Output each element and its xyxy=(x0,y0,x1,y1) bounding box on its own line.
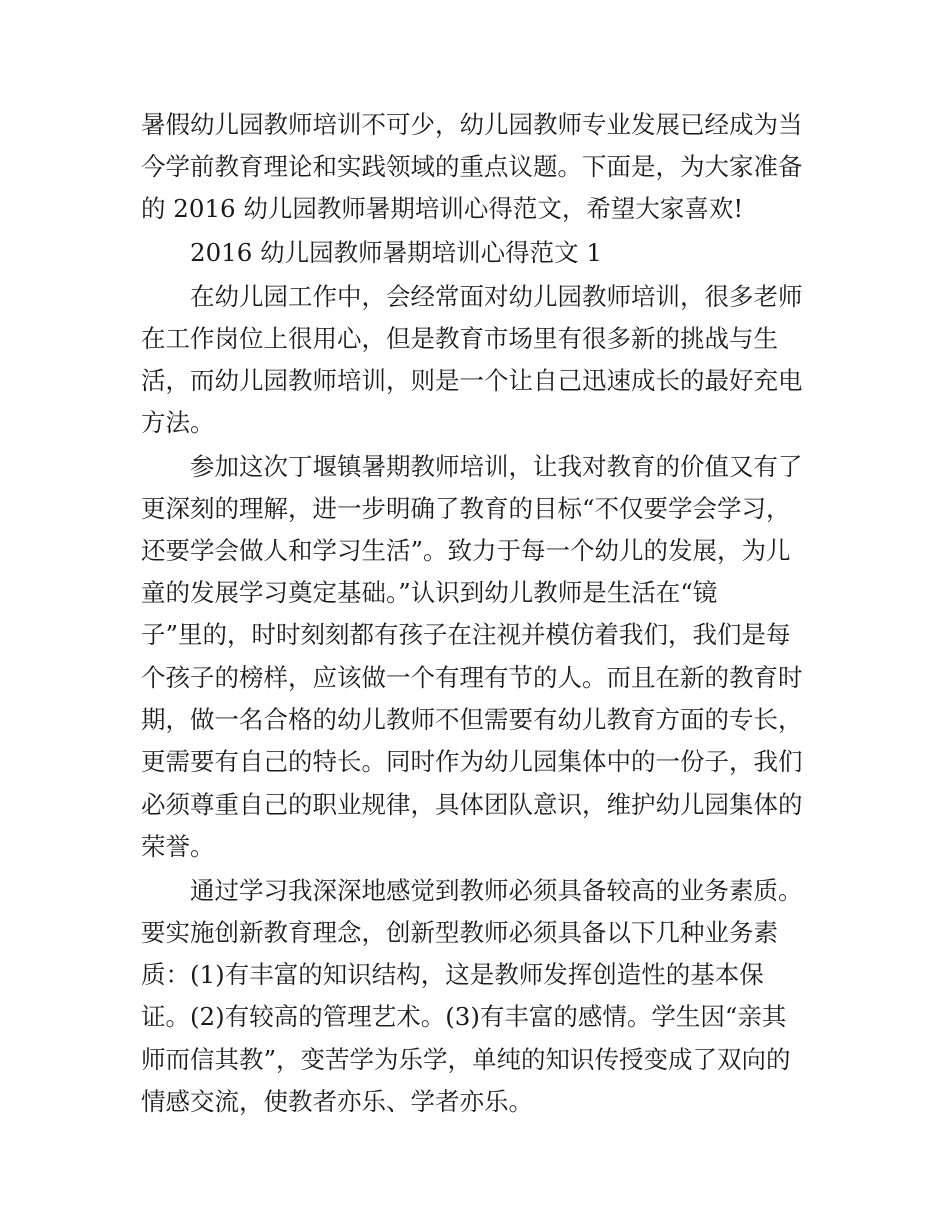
text-line: 通过学习我深深地感觉到教师必须具备较高的业务素质。 xyxy=(190,876,803,905)
text-line: 子”里的，时时刻刻都有孩子在注视并模仿着我们，我们是每 xyxy=(141,620,791,649)
text-line: 更需要有自己的特长。同时作为幼儿园集体中的一份子，我们 xyxy=(141,747,803,776)
text-line: 师而信其教”，变苦学为乐学，单纯的知识传授变成了双向的 xyxy=(141,1045,791,1074)
text-line: 证。(2)有较高的管理艺术。(3)有丰富的感情。学生因“亲其 xyxy=(141,1002,787,1031)
text-line: 情感交流，使教者亦乐、学者亦乐。 xyxy=(141,1087,533,1116)
text-line: 暑假幼儿园教师培训不可少，幼儿园教师专业发展已经成为当 xyxy=(141,110,803,139)
text-line: 方法。 xyxy=(141,408,215,437)
text-line: 还要学会做人和学习生活”。致力于每一个幼儿的发展，为儿 xyxy=(141,536,791,565)
text-line: 的 2016 幼儿园教师暑期培训心得范文，希望大家喜欢! xyxy=(141,194,744,223)
text-line: 在幼儿园工作中，会经常面对幼儿园教师培训，很多老师 xyxy=(190,282,803,311)
text-line: 必须尊重自己的职业规律，具体团队意识，维护幼儿园集体的 xyxy=(141,790,803,819)
text-line: 荣誉。 xyxy=(141,832,215,861)
text-line: 童的发展学习奠定基础。”认识到幼儿教师是生活在“镜 xyxy=(141,578,718,607)
text-line: 质：(1)有丰富的知识结构，这是教师发挥创造性的基本保 xyxy=(141,960,764,989)
text-line: 参加这次丁堰镇暑期教师培训，让我对教育的价值又有了 xyxy=(190,452,803,481)
section-heading: 2016 幼儿园教师暑期培训心得范文 1 xyxy=(190,238,603,267)
text-line: 更深刻的理解，进一步明确了教育的目标“不仅要学会学习， xyxy=(141,494,791,523)
text-line: 今学前教育理论和实践领域的重点议题。下面是，为大家准备 xyxy=(141,152,803,181)
text-line: 期，做一名合格的幼儿教师不但需要有幼儿教育方面的专长， xyxy=(141,705,803,734)
text-line: 要实施创新教育理念，创新型教师必须具备以下几种业务素 xyxy=(141,918,778,947)
text-line: 个孩子的榜样，应该做一个有理有节的人。而且在新的教育时 xyxy=(141,663,803,692)
text-line: 在工作岗位上很用心，但是教育市场里有很多新的挑战与生 xyxy=(141,324,778,353)
text-line: 活，而幼儿园教师培训，则是一个让自己迅速成长的最好充电 xyxy=(141,366,803,395)
